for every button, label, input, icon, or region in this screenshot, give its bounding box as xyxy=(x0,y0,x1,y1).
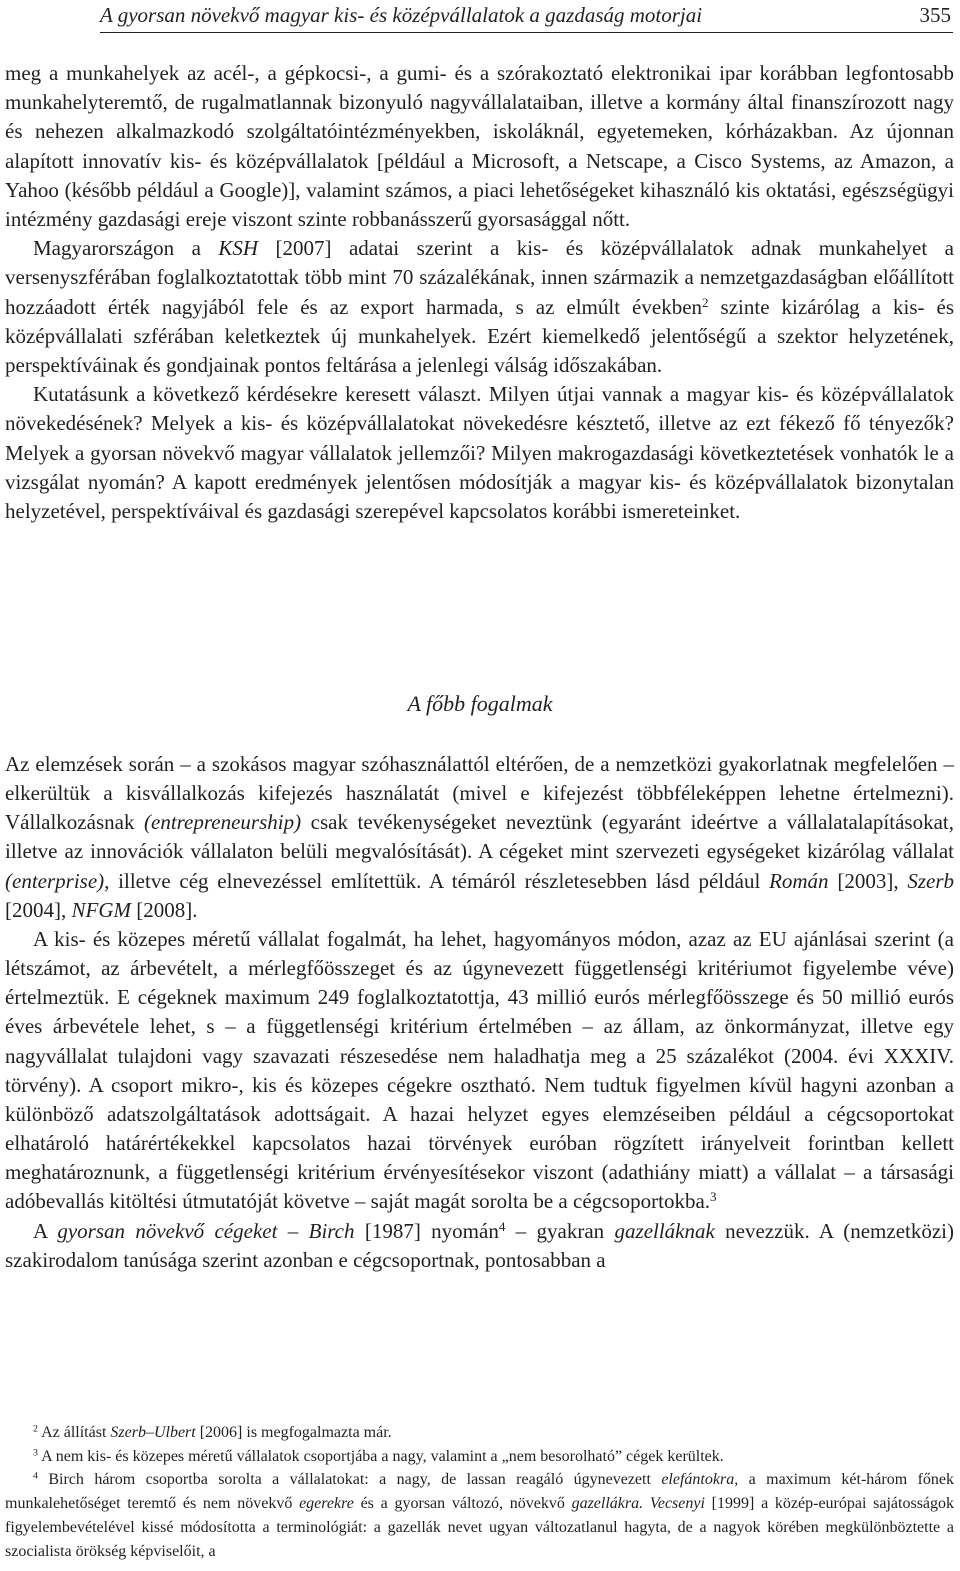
footnote xyxy=(5,1468,954,1563)
italic-run: elefántokra, xyxy=(661,1471,739,1489)
italic-run: Román xyxy=(769,868,829,893)
text-run: Az elemzések során – a szokásos magyar szóhasználattól eltérően, de a nemzetközi gyakorlatnak megfelelően – elkerültük a kisvállalkozás kifejezés használatát (mivel e kifejezést többféleképpen lehetne értelmezni). Vállalkozásnak xyxy=(5,752,954,835)
text-run: illetve cég elnevezéssel említettük. A témáról részletesebben lásd például xyxy=(109,868,770,893)
italic-run: gazelláknak xyxy=(614,1218,715,1243)
text-run: Az állítást xyxy=(37,1424,111,1441)
header-rule xyxy=(100,32,953,33)
text-run: szinte kizárólag a kis- és középvállalati szférában keletkeztek új munkahelyek. Ezért kiemelkedő jelentőségű a szektor helyzetének, perspektíváinak és gondjainak pontos feltárása a jelenlegi válság időszakában. xyxy=(5,294,954,378)
text-run: A kis- és közepes méretű vállalat fogalmát, ha lehet, hagyományos módon, azaz az EU ajánlásai szerint (a létszámot, az árbevételt, a mérlegfőösszeget és az úgynevezett függetlenségi kritériumot figyelembe véve) értelmeztük. E cégeknek maximum 249 foglalkoztatottja, 43 millió eurós mérlegfőösszege és 50 millió eurós éves árbevétele lehet, s – a függetlenségi kritérium értelmében – az állam, az önkormányzat, illetve egy nagyvállalat tulajdoni vagy szavazati részesedése nem haladhatja meg a 25 százalékot (2004. évi XXXIV. törvény). A csoport mikro-, kis és közepes cégekre osztható. Nem tudtuk figyelmen kívül hagyni azonban a különböző adatszolgáltatások adottságait. A hazai helyzet egyes elemzéseiben például a cégcsoportokat elhatároló határértékekkel kapcsolatos hazai törvények euróban rögzített irányelveit forintban kellett meghatároznunk, a függetlenségi kritérium érvényesítésekor viszont (adathiány miatt) a vállalat – a társasági adóbevallás kitöltési útmutatóját követve – saját magát sorolta be a cégcsoportokba. xyxy=(5,926,954,1214)
text-run: A xyxy=(33,1218,58,1243)
text-run: [2007] adatai szerint a kis- és középvállalatok adnak munkahelyet a versenyszférában foglalkoztatottak több mint 70 százalékának, innen származik a nemzetgazdaságban előállított hozzáadott érték nagyjából fele és az export harmada, s az elmúlt években xyxy=(5,236,955,319)
footnote-ref: 2 xyxy=(33,1423,38,1435)
running-title: A gyorsan növekvő magyar kis- és középvállalatok a gazdaság motorjai xyxy=(100,3,703,27)
text-run: Magyarországon a xyxy=(33,236,219,261)
footnote-ref: 2 xyxy=(702,294,709,310)
text-run: a maximum két-három főnek munkalehetőséget teremtő és nem növekvő xyxy=(5,1471,954,1513)
footnote-ref: 4 xyxy=(498,1218,506,1234)
text-run: és a gyorsan változó, növekvő xyxy=(353,1495,572,1513)
text-run: Birch három csoportba sorolta a vállalatokat: a nagy, de lassan reagáló úgynevezett xyxy=(37,1471,662,1489)
footnote xyxy=(5,1445,954,1469)
text-run: [1987] nyomán xyxy=(354,1218,499,1243)
paragraph xyxy=(5,1217,954,1275)
italic-run: egerekre xyxy=(299,1495,354,1513)
running-head xyxy=(100,2,953,28)
footnote xyxy=(5,1421,954,1445)
text-run: Kutatásunk a következő kérdésekre keresett választ. Milyen útjai vannak a magyar kis- és középvállalatok növekedésének? Melyek a kis- és középvállalatokat növekedésre késztető, illetve az ezt fékező fő tényezők? Melyek a gyorsan növekvő magyar vállalatok jellemzői? Milyen makrogazdasági következtetések vonhatók le a vizsgálat nyomán? A kapott eredmények jelentősen módosítják a magyar kis- és középvállalatok bizonytalan helyzetével, perspektíváival és gazdasági szerepével kapcsolatos korábbi ismereteinket. xyxy=(5,382,954,524)
italic-run: (enterprise), xyxy=(5,868,110,893)
italic-run: KSH xyxy=(218,236,259,261)
section-title: A főbb fogalmak xyxy=(407,691,553,716)
text-run: A nem kis- és közepes méretű vállalatok csoportjába a nagy, valamint a „nem besorolható” cégek kerültek. xyxy=(37,1447,724,1465)
footnote-ref: 3 xyxy=(710,1189,717,1205)
text-run: [2003], xyxy=(828,868,908,893)
italic-run: (entrepreneurship) xyxy=(144,810,302,835)
text-run: [2008]. xyxy=(131,897,198,922)
text-run: [2006] is megfogalmazta már. xyxy=(195,1424,392,1441)
paragraph xyxy=(5,925,954,1217)
page-number: 355 xyxy=(919,3,951,27)
text-run: csak tevékenységeket neveztünk (egyaránt ideértve a vállalatalapításokat, illetve az innovációk vállalaton belüli megvalósítását). A cégeket mint szervezeti egységeket kizárólag vállalat xyxy=(5,810,954,864)
body-text-concepts xyxy=(5,750,954,1275)
italic-run: gyorsan növekvő cégeket – Birch xyxy=(57,1218,355,1243)
text-run: nevezzük. A (nemzetközi) szakirodalom tanúsága szerint azonban e cégcsoportnak, pontosabban a xyxy=(5,1218,955,1272)
text-run: [1999] a közép-európai sajátosságok figyelembevételével kissé módosította a terminológiát: a gazellák nevet ugyan változatlanul hagyta, de a nagyok körében megkülönböztette a szocialista örökség képviselőit, a xyxy=(5,1495,955,1560)
paragraph xyxy=(5,59,954,234)
paragraph xyxy=(5,380,954,526)
italic-run: Szerb–Ulbert xyxy=(110,1424,196,1441)
text-run: – gyakran xyxy=(505,1218,615,1243)
body-text-intro xyxy=(5,59,954,526)
paragraph xyxy=(5,750,954,925)
text-run: meg a munkahelyek az acél-, a gépkocsi-, a gumi- és a szórakoztató elektronikai ipar korábban legfontosabb munkahelyteremtő, de rugalmatlannak bizonyuló nagyvállalataiban, illetve a kormány által finanszírozott nagy és nehezen alkalmazkodó szolgáltatóintézményekben, iskoláknál, egyetemeken, kórházakban. Az újonnan alapított innovatív kis- és középvállalatok [például a Microsoft, a Netscape, a Cisco Systems, az Amazon, a Yahoo (később például a Google)], valamint számos, a piaci lehetőségeket kihasználó kis oktatási, egészségügyi intézmény gazdasági ereje viszont szinte robbanásszerű gyorsasággal nőtt. xyxy=(5,61,954,232)
italic-run: gazellákra. Vecsenyi xyxy=(571,1495,705,1513)
italic-run: NFGM xyxy=(71,897,131,922)
footnote-ref: 4 xyxy=(33,1470,38,1482)
paragraph xyxy=(5,234,954,380)
text-run: [2004], xyxy=(5,897,72,922)
italic-run: Szerb xyxy=(907,868,954,893)
footnotes xyxy=(5,1421,954,1563)
footnote-ref: 3 xyxy=(33,1447,38,1459)
